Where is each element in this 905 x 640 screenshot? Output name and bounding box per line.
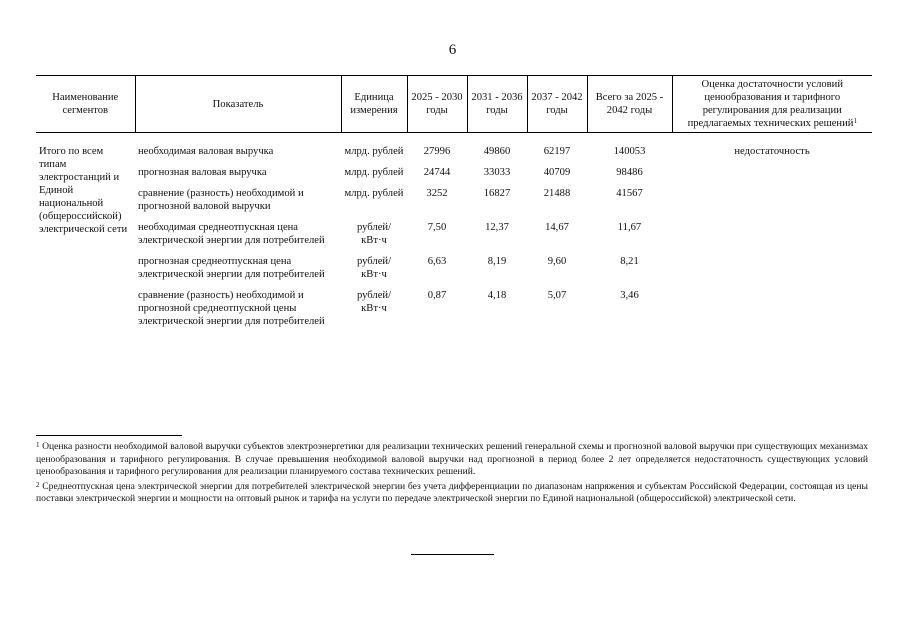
table-row — [36, 219, 872, 253]
header-unit: Единица измерения — [341, 76, 407, 133]
table-row — [36, 185, 872, 219]
assessment-cell — [672, 253, 872, 287]
value-cell-2025-2030: 24744 — [423, 167, 451, 178]
footnote-1 — [36, 441, 868, 479]
value-cell-total: 41567 — [616, 188, 643, 199]
indicator-cell: прогнозная среднеотпускная цена электрической энергии для потребителей — [138, 256, 325, 280]
header-assessment-text: Оценка достаточности условий ценообразования и тарифного регулирования для реализации предлагаемых технических решений — [687, 79, 854, 129]
unit-cell: млрд. рублей — [344, 167, 404, 178]
assessment-cell — [672, 287, 872, 334]
value-cell-2031-2036: 49860 — [483, 146, 511, 157]
value-cell-total: 140053 — [613, 146, 646, 157]
table-row — [36, 287, 872, 334]
table-row — [36, 133, 872, 165]
footnotes — [36, 441, 868, 508]
assessment-cell — [672, 219, 872, 253]
page-number: 6 — [448, 42, 457, 58]
value-cell-2037-2042: 21488 — [543, 188, 571, 199]
value-cell-2037-2042: 62197 — [543, 146, 571, 157]
unit-cell: рублей/ кВт·ч — [356, 290, 392, 314]
unit-cell: млрд. рублей — [344, 188, 404, 199]
value-cell-total: 8,21 — [620, 256, 639, 267]
unit-cell: рублей/ кВт·ч — [356, 256, 392, 280]
value-cell-2025-2030: 3252 — [426, 188, 448, 199]
assessment-cell: недостаточность — [734, 146, 810, 157]
indicator-cell: сравнение (разность) необходимой и прогнозной среднеотпускной цены электрической энергии для потребителей — [138, 290, 325, 327]
header-period-2025-2030: 2025 - 2030 годы — [407, 76, 467, 133]
footnote-mark: 2 — [36, 480, 40, 489]
footnote-mark: 1 — [36, 441, 40, 449]
footnote-text: Среднеотпускная цена электрической энергии для потребителей электрической энергии без учета дифференциации по диапазонам напряжения и субъектам Российской Федерации, состоящая из цены поставки электрической энергии и мощности на оптовый рынок и тарифа на услуги по передаче электрической энергии по Единой национальной (общероссийской) электрической сети. — [36, 480, 868, 505]
end-of-page-rule — [411, 554, 494, 555]
value-cell-2037-2042: 14,67 — [545, 222, 569, 233]
value-cell-2037-2042: 9,60 — [547, 256, 567, 267]
value-cell-2025-2030: 6,63 — [427, 256, 447, 267]
header-assessment — [672, 76, 872, 133]
header-total: Всего за 2025 - 2042 годы — [587, 76, 672, 133]
footnote-2 — [36, 481, 868, 506]
value-cell-2037-2042: 5,07 — [547, 290, 567, 301]
value-cell-2031-2036: 8,19 — [487, 256, 507, 267]
header-period-2037-2042: 2037 - 2042 годы — [527, 76, 587, 133]
value-cell-total: 11,67 — [617, 222, 642, 233]
indicator-cell: необходимая валовая выручка — [138, 146, 274, 157]
value-cell-total: 98486 — [616, 167, 643, 178]
value-cell-total: 3,46 — [620, 290, 639, 301]
table-row — [36, 164, 872, 185]
value-cell-2025-2030: 0,87 — [427, 290, 447, 301]
value-cell-2031-2036: 4,18 — [487, 290, 507, 301]
value-cell-2025-2030: 27996 — [423, 146, 451, 157]
indicator-cell: необходимая среднеотпускная цена электрической энергии для потребителей — [138, 222, 325, 246]
header-indicator: Показатель — [135, 76, 341, 133]
value-cell-2031-2036: 33033 — [483, 167, 511, 178]
assessment-cell — [672, 185, 872, 219]
assessment-cell — [672, 164, 872, 185]
unit-cell: рублей/ кВт·ч — [356, 222, 392, 246]
footnote-text: Оценка разности необходимой валовой выручки субъектов электроэнергетики для реализации технических решений генеральной схемы и прогнозной валовой выручки при существующих механизмах ценообразования и тарифного регулирования. В случае превышения необходимой валовой выручки над прогнозной в период более 2 лет определяется недостаточность существующих условий ценообразования и тарифного регулирования для реализации планируемого состава технических решений. — [36, 441, 868, 478]
header-segment: Наименование сегментов — [36, 76, 135, 133]
header-period-2031-2036: 2031 - 2036 годы — [467, 76, 527, 133]
table-header-row — [36, 76, 872, 133]
value-cell-2025-2030: 7,50 — [427, 222, 447, 233]
indicator-cell: прогнозная валовая выручка — [138, 167, 267, 178]
indicator-cell: сравнение (разность) необходимой и прогнозной валовой выручки — [138, 188, 304, 212]
value-cell-2031-2036: 16827 — [483, 188, 511, 199]
value-cell-2031-2036: 12,37 — [485, 222, 509, 233]
footnote-separator — [36, 435, 182, 436]
unit-cell: млрд. рублей — [344, 146, 404, 157]
value-cell-2037-2042: 40709 — [543, 167, 571, 178]
footnote-ref-1: 1 — [853, 117, 857, 125]
table-row — [36, 253, 872, 287]
segment-cell: Итого по всем типам электростанций и Единой национальной (общероссийской) электрической сети — [39, 146, 128, 235]
forecast-table — [36, 75, 872, 334]
